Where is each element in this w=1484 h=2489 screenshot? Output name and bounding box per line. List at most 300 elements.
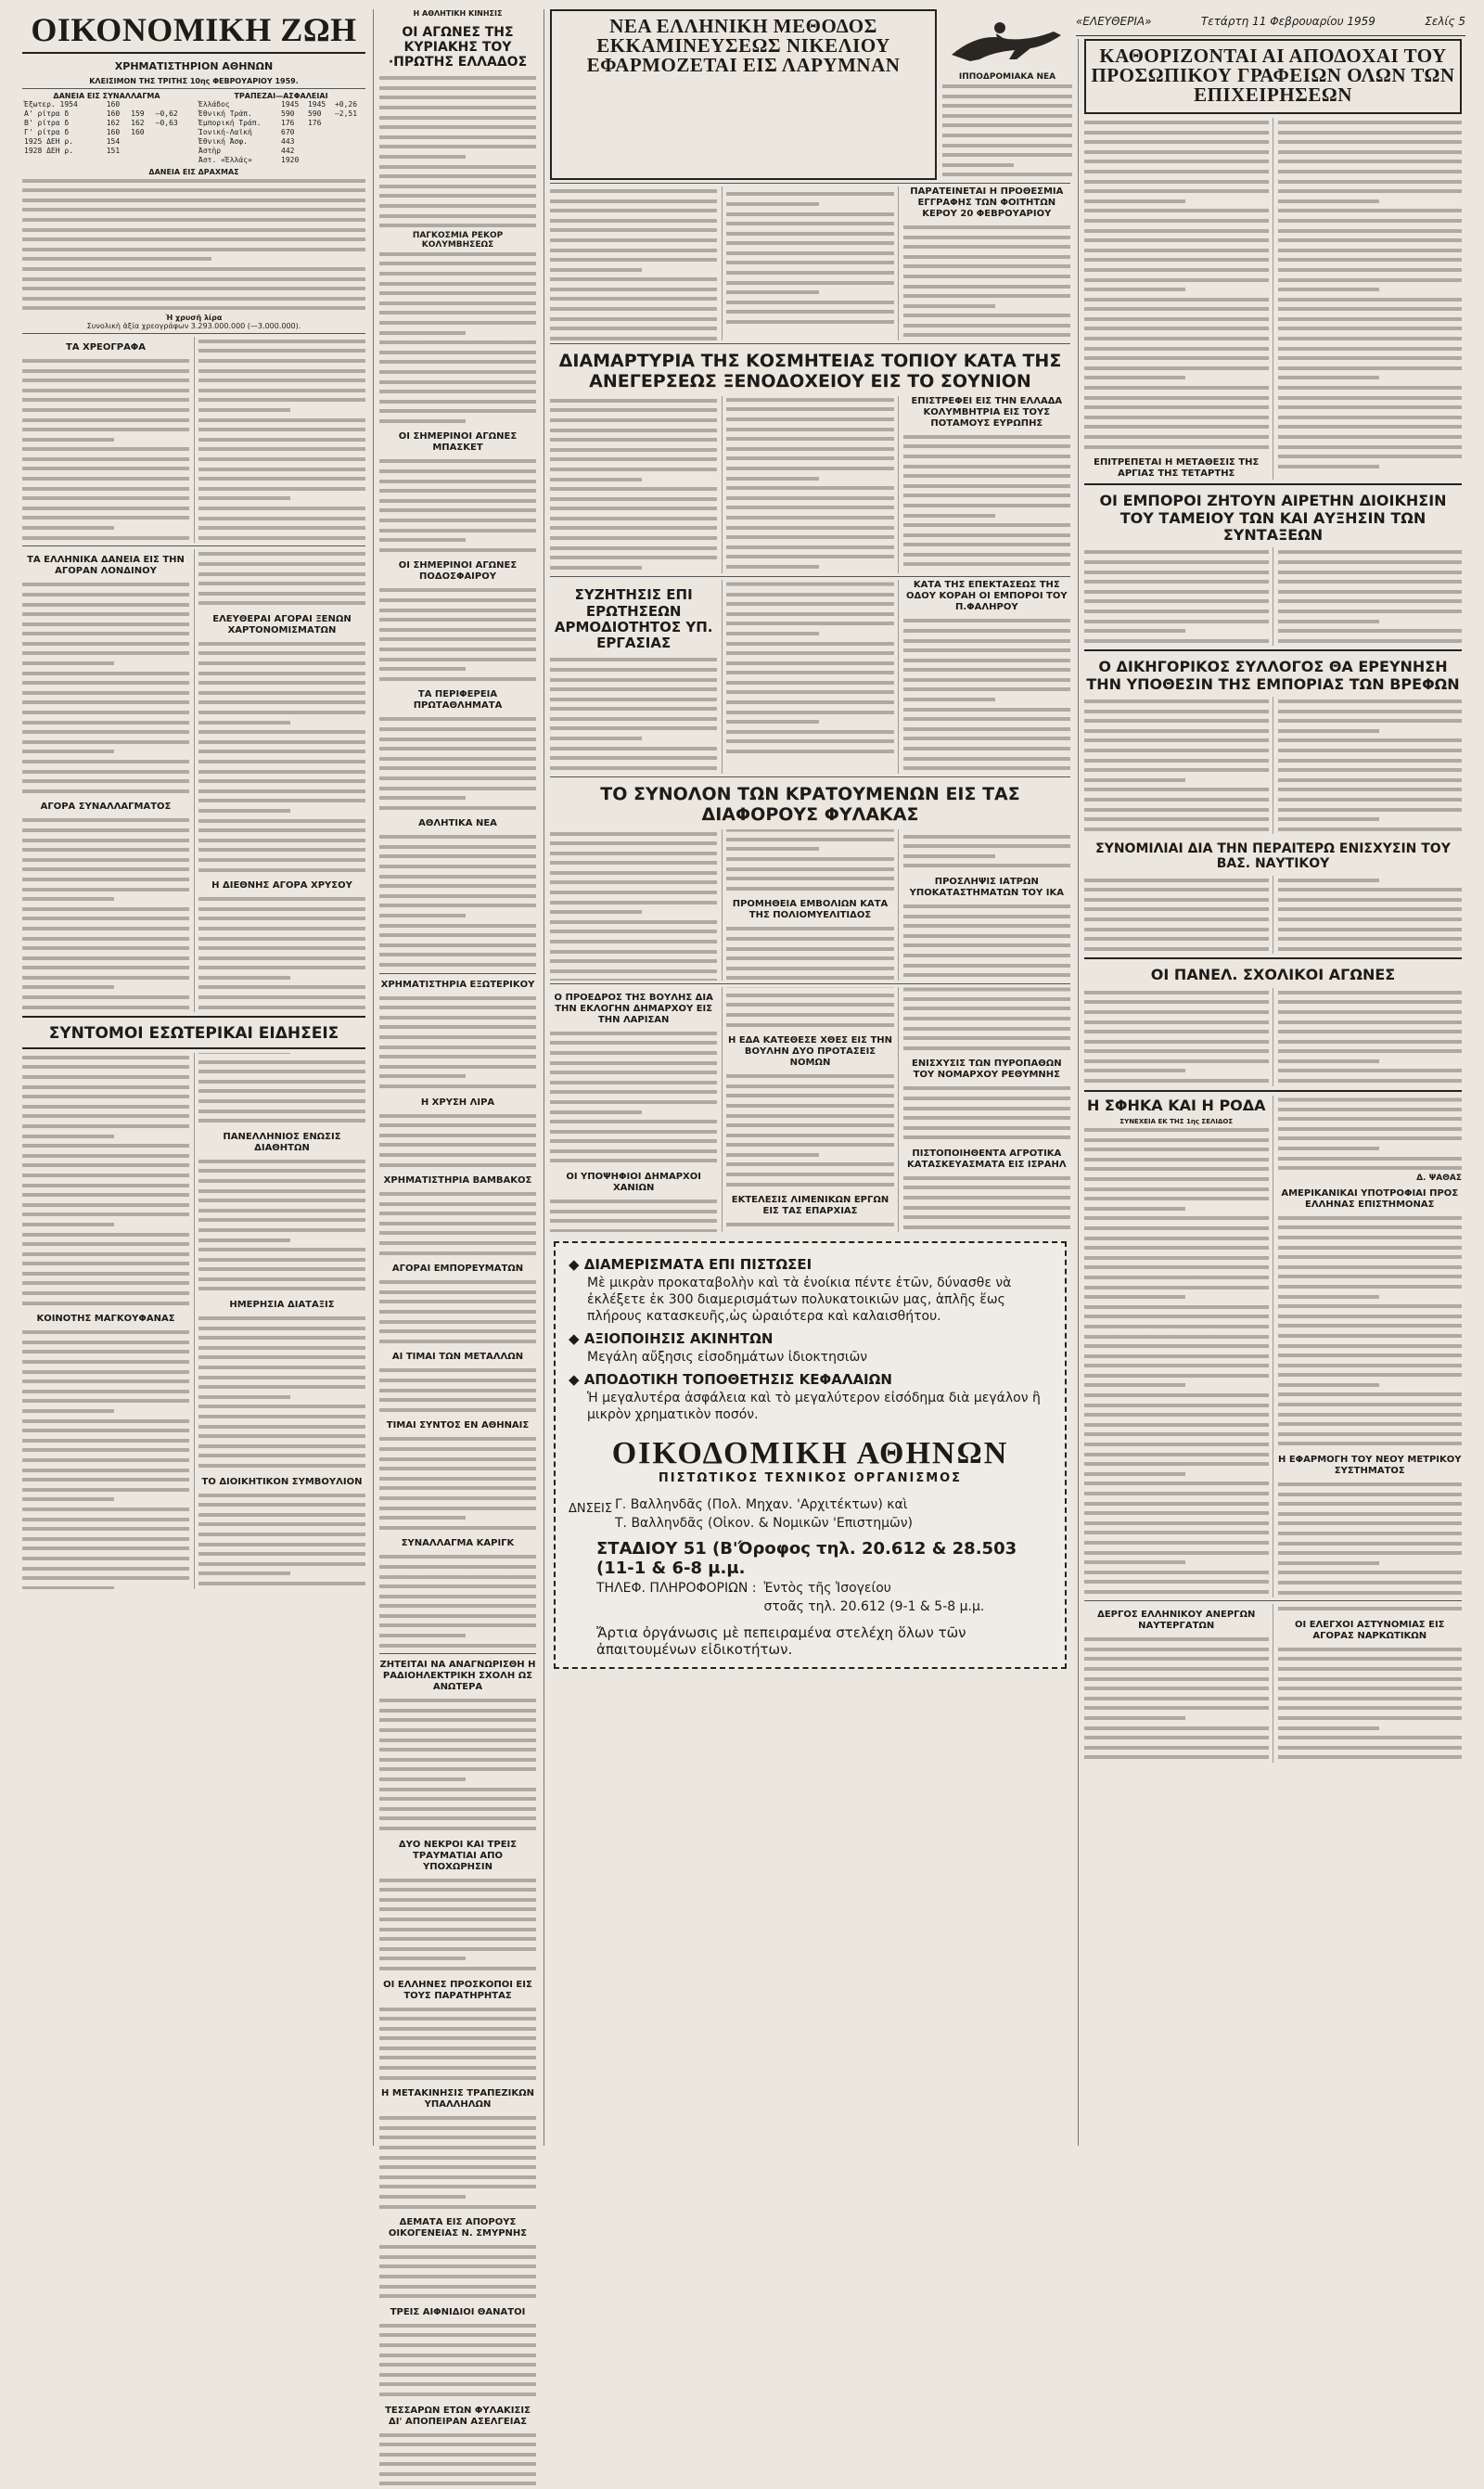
text-line — [379, 1562, 536, 1572]
text-line — [1084, 1548, 1269, 1559]
text-line — [22, 924, 189, 934]
headline-prisoners: ΤΟ ΣΥΝΟΛΟΝ ΤΩΝ ΚΡΑΤΟΥΜΕΝΩΝ ΕΙΣ ΤΑΣ ΔΙΑΦΟΡΟΥΣ ΦΥΛΑΚΑΣ — [550, 785, 1070, 826]
text-line — [379, 1052, 536, 1062]
headline-vaccines: ΠΡΟΜΗΘΕΙΑ ΕΜΒΟΛΙΩΝ ΚΑΤΑ ΤΗΣ ΠΟΛΙΟΜΥΕΛΙΤΙΔΟΣ — [726, 899, 893, 921]
text-line — [726, 1111, 893, 1122]
text-line — [1084, 1508, 1269, 1519]
text-line — [379, 289, 536, 299]
paper-name: «ΕΛΕΥΘΕΡΙΑ» — [1076, 15, 1152, 35]
text-line — [22, 1396, 189, 1406]
text-line — [903, 233, 1070, 243]
table-cell — [154, 137, 191, 147]
text-line — [550, 1117, 717, 1127]
headline-daily-agenda: ΗΜΕΡΗΣΙΑ ΔΙΑΤΑΞΙΣ — [198, 1300, 365, 1311]
text-line — [550, 484, 717, 494]
text-line — [379, 615, 536, 625]
text-line — [1084, 186, 1269, 197]
text-line — [903, 970, 1070, 981]
text-line — [379, 1876, 536, 1886]
text-line — [1084, 765, 1269, 776]
text-line — [379, 172, 536, 182]
text-line — [22, 1377, 189, 1387]
text-line — [198, 549, 365, 559]
article-text — [379, 1434, 536, 1533]
text-line — [903, 626, 1070, 636]
text-line — [198, 1324, 365, 1334]
text-line — [550, 947, 717, 957]
text-line — [379, 1474, 536, 1484]
text-line — [379, 930, 536, 941]
text-line — [942, 131, 1072, 141]
text-line — [1084, 597, 1269, 607]
table-cell: Ἐθνική Τράπ. — [197, 109, 279, 119]
text-line — [379, 1925, 536, 1935]
text-line — [22, 376, 189, 386]
text-line — [1278, 1144, 1379, 1154]
text-line — [379, 516, 536, 526]
text-line — [1084, 716, 1269, 726]
text-line — [22, 186, 365, 196]
text-line — [903, 1004, 1070, 1014]
text-line — [379, 2370, 536, 2380]
merchants-article — [1084, 547, 1462, 646]
text-line — [379, 1150, 536, 1161]
column-labor — [1078, 39, 1467, 2146]
headline-scouts: ΟΙ ΕΛΛΗΝΕΣ ΠΡΟΣΚΟΠΟΙ ΕΙΣ ΤΟΥΣ ΠΑΡΑΤΗΡΗΤΑΣ — [379, 1980, 536, 2002]
text-line — [1084, 1645, 1269, 1655]
text-line — [903, 656, 1070, 666]
text-line — [1084, 726, 1269, 737]
divider — [22, 545, 365, 546]
text-line — [379, 1964, 536, 1974]
lawyers-article — [1084, 697, 1462, 834]
text-line — [1278, 1213, 1463, 1224]
text-line — [379, 83, 536, 94]
text-line — [22, 757, 189, 767]
text-line — [1278, 334, 1463, 344]
headline-eda: Η ΕΔΑ ΚΑΤΕΘΕΣΕ ΧΘΕΣ ΕΙΣ ΤΗΝ ΒΟΥΛΗΝ ΔΥΟ ΠΡΟΤΑΣΕΙΣ ΝΟΜΩΝ — [726, 1035, 893, 1069]
text-line — [550, 533, 717, 544]
text-line — [550, 839, 717, 849]
text-line — [379, 1003, 536, 1013]
text-line — [550, 1087, 717, 1097]
text-line — [726, 1121, 893, 1131]
headline-korai: ΚΑΤΑ ΤΗΣ ΕΠΕΚΤΑΣΕΩΣ ΤΗΣ ΟΔΟΥ ΚΟΡΑΗ ΟΙ ΕΜΠΟΡΟΙ ΤΟΥ Π.ΦΑΛΗΡΟΥ — [903, 580, 1070, 613]
text-line — [1278, 1007, 1463, 1018]
text-line — [198, 678, 365, 688]
text-line — [903, 744, 1070, 754]
text-line — [379, 2005, 536, 2015]
headline-swimmer: ΕΠΙΣΤΡΕΦΕΙ ΕΙΣ ΤΗΝ ΕΛΛΑΔΑ ΚΟΛΥΜΒΗΤΡΙΑ ΕΙΣ ΤΟΥΣ ΠΟΤΑΜΟΥΣ ΕΥΡΩΠΗΣ — [903, 396, 1070, 430]
table-cell: 1920 — [279, 156, 306, 165]
text-line — [1084, 1664, 1269, 1674]
text-line — [198, 1363, 365, 1373]
text-line — [22, 205, 365, 215]
text-line — [379, 318, 536, 328]
text-line — [1278, 353, 1463, 364]
table-row — [197, 156, 365, 165]
text-line — [22, 1544, 189, 1554]
text-line — [1084, 1519, 1269, 1529]
sketch-box — [942, 9, 1072, 180]
text-line — [1278, 617, 1379, 627]
article-text — [550, 396, 894, 574]
text-line — [550, 724, 717, 734]
text-line — [198, 845, 365, 855]
divider — [1084, 649, 1462, 651]
short-news — [22, 1053, 365, 1589]
text-line — [550, 206, 717, 216]
divider — [550, 576, 1070, 577]
text-line — [550, 553, 717, 563]
text-line — [198, 796, 365, 806]
text-line — [22, 826, 189, 836]
text-line — [1084, 707, 1269, 717]
text-line — [1278, 1490, 1463, 1500]
text-line — [379, 2182, 536, 2192]
text-line — [198, 973, 290, 983]
text-line — [22, 875, 189, 885]
naval-article — [1084, 876, 1462, 955]
text-line — [379, 2044, 536, 2054]
text-line — [379, 2341, 536, 2351]
text-line — [22, 1200, 189, 1211]
text-line — [903, 994, 1070, 1005]
text-line — [1278, 285, 1379, 295]
text-line — [379, 456, 536, 467]
text-line — [1278, 905, 1463, 915]
ad-item-text: Μὲ μικρὰν προκαταβολὴν καὶ τὰ ἐνοίκια πέντε ἐτῶν, δύνασθε νὰ ἐκλέξετε ἐκ 300 διαμερισμάτων πολυκατοικιῶν μας, ἁπλῆς ἕως πλήρους κατασκευῆς,ὡς ὡραιότερα καὶ καλαισθήτου. — [587, 1275, 1052, 1325]
text-line — [379, 1082, 536, 1092]
text-line — [903, 252, 1070, 263]
text-line — [379, 1228, 536, 1238]
divider — [550, 343, 1070, 344]
text-line — [903, 636, 1070, 647]
text-line — [726, 854, 893, 865]
text-line — [903, 763, 1070, 774]
banks-table — [197, 100, 365, 165]
table-cell — [306, 128, 333, 137]
text-line — [726, 317, 893, 327]
text-line — [1278, 452, 1463, 462]
text-line — [1278, 1302, 1463, 1312]
table-cell: +0,26 — [333, 100, 365, 109]
article-text — [379, 994, 536, 1092]
headline-metals: ΑΙ ΤΙΜΑΙ ΤΩΝ ΜΕΤΑΛΛΩΝ — [379, 1352, 536, 1363]
text-line — [1084, 1654, 1269, 1664]
table-cell: 590 — [279, 109, 306, 119]
text-line — [379, 397, 536, 407]
text-line — [1084, 746, 1269, 756]
headline-metric: Η ΕΦΑΡΜΟΓΗ ΤΟΥ ΝΕΟΥ ΜΕΤΡΙΚΟΥ ΣΥΣΤΗΜΑΤΟΣ — [1278, 1455, 1463, 1477]
text-line — [22, 533, 189, 544]
text-line — [379, 1641, 536, 1651]
masthead — [1076, 15, 1465, 36]
text-line — [22, 1092, 189, 1102]
ad-brand: ΟΙΚΟΔΟΜΙΚΗ ΑΘΗΝΩΝ — [569, 1436, 1052, 1471]
text-line — [379, 725, 536, 735]
text-line — [726, 1220, 893, 1230]
text-line — [903, 1223, 1070, 1233]
text-line — [22, 1564, 189, 1574]
wasp-block — [1084, 1096, 1462, 1598]
text-line — [726, 434, 893, 444]
text-line — [22, 767, 189, 777]
text-line — [379, 625, 536, 635]
text-line — [198, 1520, 365, 1530]
text-line — [1278, 988, 1463, 998]
text-line — [550, 1038, 717, 1048]
text-line — [22, 1210, 189, 1220]
text-line — [198, 963, 365, 973]
text-line — [379, 1395, 536, 1405]
text-line — [1084, 353, 1269, 364]
text-line — [22, 600, 189, 610]
text-line — [379, 2431, 536, 2441]
text-line — [903, 442, 1070, 452]
article-text — [379, 1277, 536, 1346]
text-line — [1084, 1125, 1269, 1135]
text-line — [1278, 597, 1463, 607]
text-line — [198, 356, 365, 366]
headline-foreign-stocks: ΧΡΗΜΑΤΙΣΤΗΡΙΑ ΕΞΩΤΕΡΙΚΟΥ — [379, 980, 536, 991]
table-row — [197, 100, 365, 109]
text-line — [726, 727, 893, 738]
text-line — [550, 753, 717, 763]
headline-radio-school: ΖΗΤΕΙΤΑΙ ΝΑ ΑΝΑΓΝΩΡΙΣΘΗ Η ΡΑΔΙΟΗΛΕΚΤΡΙΚΗ ΣΧΟΛΗ ΩΣ ΑΝΩΤΕΡΑ — [379, 1660, 536, 1693]
article-text — [379, 250, 536, 427]
text-line — [379, 1189, 536, 1200]
text-line — [22, 294, 365, 304]
article-text — [22, 580, 189, 796]
lead-row — [550, 9, 1070, 180]
text-line — [379, 133, 536, 143]
article-text — [379, 1552, 536, 1650]
text-line — [726, 444, 893, 455]
text-line — [379, 2390, 536, 2400]
prisoners-article — [550, 829, 1070, 981]
text-line — [1084, 1185, 1269, 1195]
text-line — [726, 307, 893, 317]
text-line — [903, 1014, 1070, 1024]
text-line — [1278, 626, 1463, 636]
text-line — [903, 852, 995, 862]
text-line — [379, 2133, 536, 2143]
text-line — [903, 616, 1070, 626]
text-line — [550, 514, 717, 524]
text-line — [1084, 636, 1269, 647]
article-text — [1084, 876, 1462, 955]
text-line — [379, 2321, 536, 2331]
article-text — [903, 1084, 1070, 1143]
text-line — [379, 2113, 536, 2123]
table-cell: Ἐθνική Ἀσφ. — [197, 137, 279, 147]
text-line — [22, 1278, 189, 1289]
text-line — [1278, 137, 1463, 148]
text-line — [1084, 246, 1269, 256]
text-line — [379, 1297, 536, 1307]
text-line — [1278, 1743, 1463, 1753]
text-line — [1278, 825, 1463, 835]
text-line — [379, 308, 536, 318]
text-line — [22, 225, 365, 236]
text-line — [379, 2192, 466, 2202]
text-line — [726, 1082, 893, 1092]
table-row — [22, 147, 191, 156]
text-line — [1084, 1479, 1269, 1489]
text-line — [1278, 1499, 1463, 1509]
text-line — [1084, 1499, 1269, 1509]
text-line — [22, 1053, 189, 1063]
text-line — [379, 406, 536, 417]
text-line — [903, 1212, 1070, 1223]
text-line — [1084, 607, 1269, 617]
text-line — [22, 639, 189, 649]
text-line — [198, 1373, 365, 1383]
text-line — [1084, 1204, 1185, 1214]
text-line — [379, 201, 536, 212]
text-line — [1278, 118, 1463, 128]
text-line — [903, 540, 1070, 550]
text-line — [550, 275, 717, 285]
headline-american: ΑΜΕΡΙΚΑΝΙΚΑΙ ΥΠΟΤΡΟΦΙΑΙ ΠΡΟΣ ΕΛΛΗΝΑΣ ΕΠΙΣΤΗΜΟΝΑΣ — [1278, 1188, 1463, 1211]
text-line — [1278, 1380, 1379, 1391]
text-line — [379, 901, 536, 911]
debate-block — [550, 580, 1070, 774]
text-line — [903, 695, 995, 705]
table-cell: 176 — [306, 119, 333, 128]
ad-directors — [569, 1495, 1052, 1532]
text-line — [379, 596, 536, 606]
text-line — [379, 2262, 536, 2272]
text-line — [198, 708, 365, 718]
text-line — [198, 1225, 365, 1236]
text-line — [379, 2173, 536, 2183]
text-line — [198, 826, 365, 836]
text-line — [379, 1504, 536, 1514]
table-cell: —2,51 — [333, 109, 365, 119]
text-line — [903, 961, 1070, 971]
text-line — [198, 855, 365, 866]
text-line — [1278, 1752, 1463, 1763]
text-line — [1278, 1027, 1463, 1037]
ad-address: ΣΤΑΔΙΟΥ 51 (Β'Όροφος τηλ. 20.612 & 28.503 (11-1 & 6-8 μ.μ. — [596, 1539, 1052, 1578]
divider — [22, 1016, 365, 1018]
text-line — [22, 1299, 189, 1309]
text-line — [1278, 314, 1463, 325]
text-line — [198, 1343, 365, 1354]
text-line — [198, 669, 365, 679]
text-line — [198, 1402, 365, 1412]
headline-loans: ΤΑ ΕΛΛΗΝΙΚΑ ΔΑΝΕΙΑ ΕΙΣ ΤΗΝ ΑΓΟΡΑΝ ΛΟΝΔΙΝΟΥ — [22, 555, 189, 577]
advertisement-oikodomiki — [554, 1241, 1067, 1669]
text-line — [726, 454, 893, 464]
text-line — [1084, 885, 1269, 895]
text-line — [379, 1131, 536, 1141]
ad-item-text: Μεγάλη αὔξησις εἰσοδημάτων ἰδιοκτησιῶν — [587, 1349, 1052, 1366]
text-line — [550, 1029, 717, 1039]
text-line — [379, 1572, 536, 1583]
bonds-article — [22, 337, 365, 543]
text-line — [1084, 568, 1269, 578]
headline-merchants: ΟΙ ΕΜΠΟΡΟΙ ΖΗΤΟΥΝ ΑΙΡΕΤΗΝ ΔΙΟΙΚΗΣΙΝ ΤΟΥ ΤΑΜΕΙΟΥ ΤΩΝ ΚΑΙ ΑΥΞΗΣΙΝ ΤΩΝ ΣΥΝΤΑΞΕΩΝ — [1084, 493, 1462, 544]
text-line — [726, 268, 893, 278]
text-line — [903, 262, 1070, 272]
text-line — [1278, 1321, 1463, 1331]
text-line — [1278, 393, 1463, 404]
divider — [22, 88, 365, 89]
ad-director-2: Τ. Βαλληνδᾶς (Οἰκον. & Νομικῶν 'Επιστημῶν) — [615, 1515, 913, 1532]
text-line — [1084, 344, 1269, 354]
text-line — [1278, 1252, 1463, 1263]
text-line — [198, 659, 365, 669]
table-cell: 160 — [129, 128, 153, 137]
text-line — [198, 698, 365, 708]
text-line — [1084, 1538, 1269, 1548]
text-line — [198, 1086, 365, 1097]
table-cell: Ἀστὴρ — [197, 147, 279, 156]
text-line — [379, 162, 536, 173]
text-line — [903, 311, 1070, 321]
text-line — [22, 914, 189, 924]
text-line — [726, 717, 818, 727]
politics-block — [550, 987, 1070, 1233]
divider — [22, 1047, 365, 1049]
article-text — [726, 1071, 893, 1189]
text-line — [22, 747, 114, 757]
text-line — [550, 197, 717, 207]
headline-doctors: ΠΡΟΣΛΗΨΙΣ ΙΑΤΡΩΝ ΥΠΟΚΑΤΑΣΤΗΜΑΤΩΝ ΤΟΥ ΙΚΑ — [903, 877, 1070, 899]
jobs-block — [1084, 1604, 1462, 1763]
text-line — [22, 787, 189, 797]
text-line — [198, 1245, 365, 1255]
text-line — [198, 1077, 365, 1087]
text-line — [198, 1196, 365, 1206]
table-cell: 442 — [279, 147, 306, 156]
table-row — [197, 137, 365, 147]
text-line — [1084, 1361, 1269, 1371]
table-cell: 176 — [279, 119, 306, 128]
text-line — [379, 2272, 536, 2282]
drachma-table-text — [22, 176, 365, 314]
text-line — [550, 1058, 717, 1069]
text-line — [22, 444, 189, 455]
text-line — [903, 665, 1070, 675]
text-line — [1278, 1548, 1463, 1559]
text-line — [198, 425, 365, 435]
text-line — [198, 1530, 365, 1540]
text-line — [379, 2063, 536, 2073]
text-line — [198, 943, 365, 954]
table-cell: Β' ρίτρα δ — [22, 119, 105, 128]
text-line — [198, 435, 365, 445]
text-line — [1278, 236, 1463, 246]
table-cell — [333, 137, 365, 147]
text-line — [550, 255, 717, 265]
text-line — [379, 645, 536, 655]
text-line — [198, 570, 365, 580]
gold-head: Ἡ χρυσῆ λίρα — [22, 314, 365, 322]
text-line — [379, 2014, 536, 2024]
text-line — [22, 1141, 189, 1151]
text-line — [1084, 925, 1269, 935]
article-text — [379, 832, 536, 969]
article-text — [379, 1366, 536, 1415]
text-line — [550, 655, 717, 665]
text-line — [198, 905, 365, 915]
text-line — [726, 629, 818, 639]
headline-gold-market: Η ΔΙΕΘΝΗΣ ΑΓΟΡΑ ΧΡΥΣΟΥ — [198, 880, 365, 892]
